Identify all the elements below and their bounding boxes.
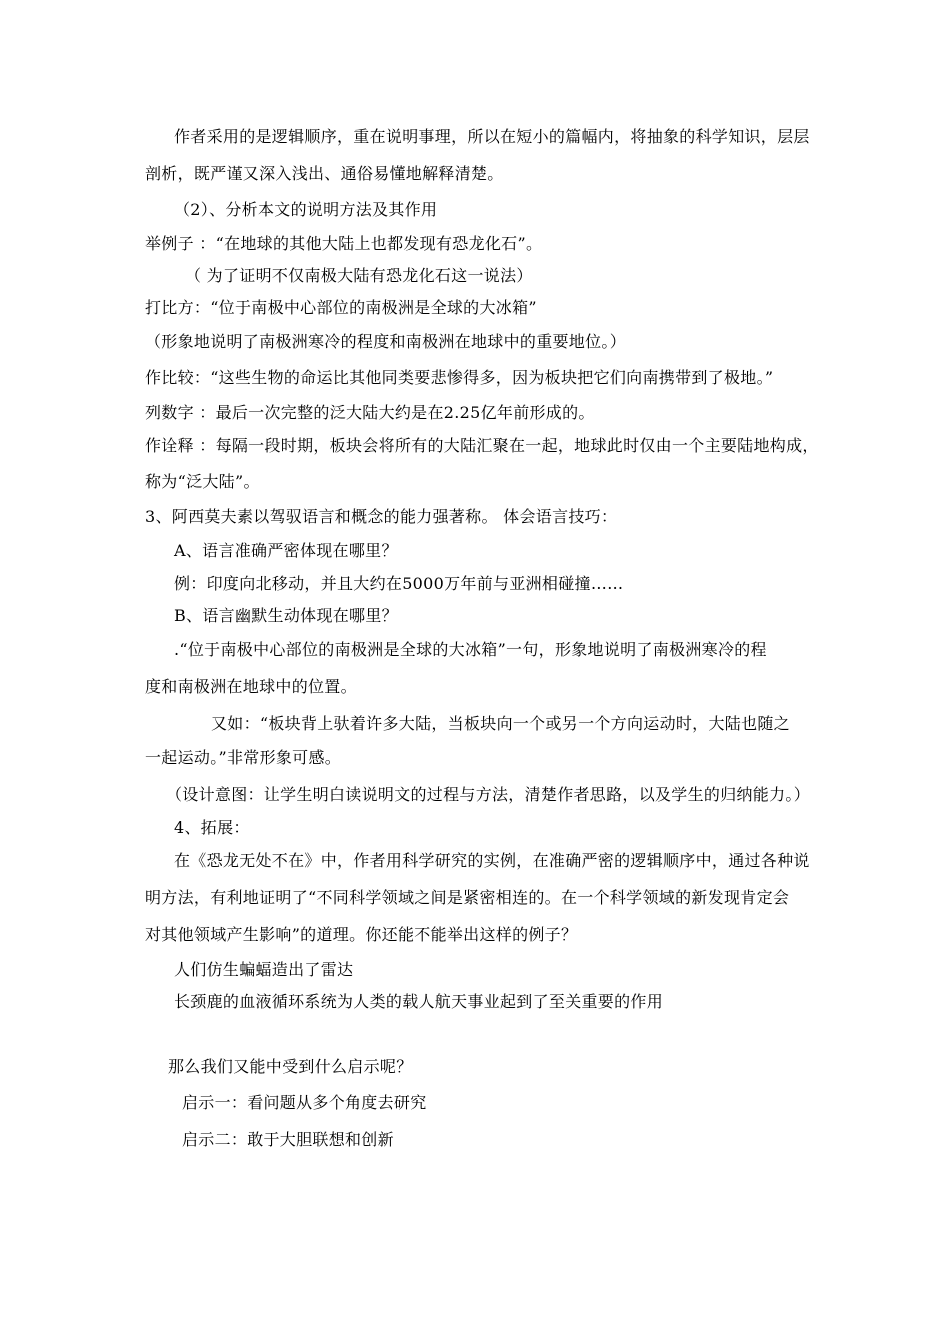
method-definition: 作诠释 ：每隔一段时期，板块会将所有的大陆汇聚在一起，地球此时仅由一个主要陆地构成， bbox=[145, 436, 819, 455]
method-definition-cont: 称为“泛大陆”。 bbox=[145, 472, 260, 491]
enlightenment-question: 那么我们又能中受到什么启示呢？ bbox=[168, 1057, 413, 1076]
extension-line-1: 在《恐龙无处不在》中，作者用科学研究的实例，在准确严密的逻辑顺序中，通过各种说 bbox=[174, 851, 810, 870]
section-heading-extension: 4、拓展： bbox=[174, 818, 250, 837]
section-heading-methods: （2）、分析本文的说明方法及其作用 bbox=[174, 200, 438, 219]
example-radar: 人们仿生蝙蝠造出了雷达 bbox=[174, 960, 354, 979]
question-a: A、语言准确严密体现在哪里？ bbox=[174, 541, 398, 560]
enlightenment-one: 启示一：看问题从多个角度去研究 bbox=[182, 1093, 427, 1112]
paragraph-line-2: 剖析，既严谨又深入浅出、通俗易懂地解释清楚。 bbox=[145, 164, 504, 183]
example-giraffe: 长颈鹿的血液循环系统为人类的载人航天事业起到了至关重要的作用 bbox=[174, 992, 664, 1011]
enlightenment-two: 启示二：敢于大胆联想和创新 bbox=[182, 1130, 394, 1149]
method-numbers: 列数字 ：最后一次完整的泛大陆大约是在2.25亿年前形成的。 bbox=[145, 403, 595, 422]
answer-b-line-2: 度和南极洲在地球中的位置。 bbox=[145, 677, 357, 696]
answer-b-line-4: 一起运动。”非常形象可感。 bbox=[145, 748, 342, 767]
extension-line-3: 对其他领域产生影响”的道理。你还能不能举出这样的例子？ bbox=[145, 925, 578, 944]
section-heading-language: 3、阿西莫夫素以驾驭语言和概念的能力强著称。 体会语言技巧： bbox=[145, 507, 618, 526]
answer-b-line-3: 又如：“板块背上驮着许多大陆，当板块向一个或另一个方向运动时，大陆也随之 bbox=[211, 714, 790, 733]
question-b: B、语言幽默生动体现在哪里？ bbox=[174, 606, 398, 625]
method-example: 举例子 ：“在地球的其他大陆上也都发现有恐龙化石”。 bbox=[145, 234, 543, 253]
design-intent: （设计意图：让学生明白读说明文的过程与方法，清楚作者思路，以及学生的归纳能力。） bbox=[166, 785, 811, 804]
method-metaphor-note: （形象地说明了南极洲寒冷的程度和南极洲在地球中的重要地位。） bbox=[145, 332, 627, 351]
method-example-note: （ 为了证明不仅南极大陆有恐龙化石这一说法） bbox=[185, 266, 533, 285]
extension-line-2: 明方法，有利地证明了“不同科学领域之间是紧密相连的。在一个科学领域的新发现肯定会 bbox=[145, 888, 790, 907]
method-metaphor: 打比方：“位于南极中心部位的南极洲是全球的大冰箱” bbox=[145, 298, 537, 317]
answer-b-line-1: .“位于南极中心部位的南极洲是全球的大冰箱”一句，形象地说明了南极洲寒冷的程 bbox=[174, 640, 767, 659]
paragraph-line-1: 作者采用的是逻辑顺序，重在说明事理，所以在短小的篇幅内，将抽象的科学知识，层层 bbox=[174, 127, 810, 146]
question-a-example: 例：印度向北移动，并且大约在5000万年前与亚洲相碰撞…… bbox=[174, 574, 624, 593]
method-comparison: 作比较：“这些生物的命运比其他同类要悲惨得多，因为板块把它们向南携带到了极地。” bbox=[145, 368, 774, 387]
